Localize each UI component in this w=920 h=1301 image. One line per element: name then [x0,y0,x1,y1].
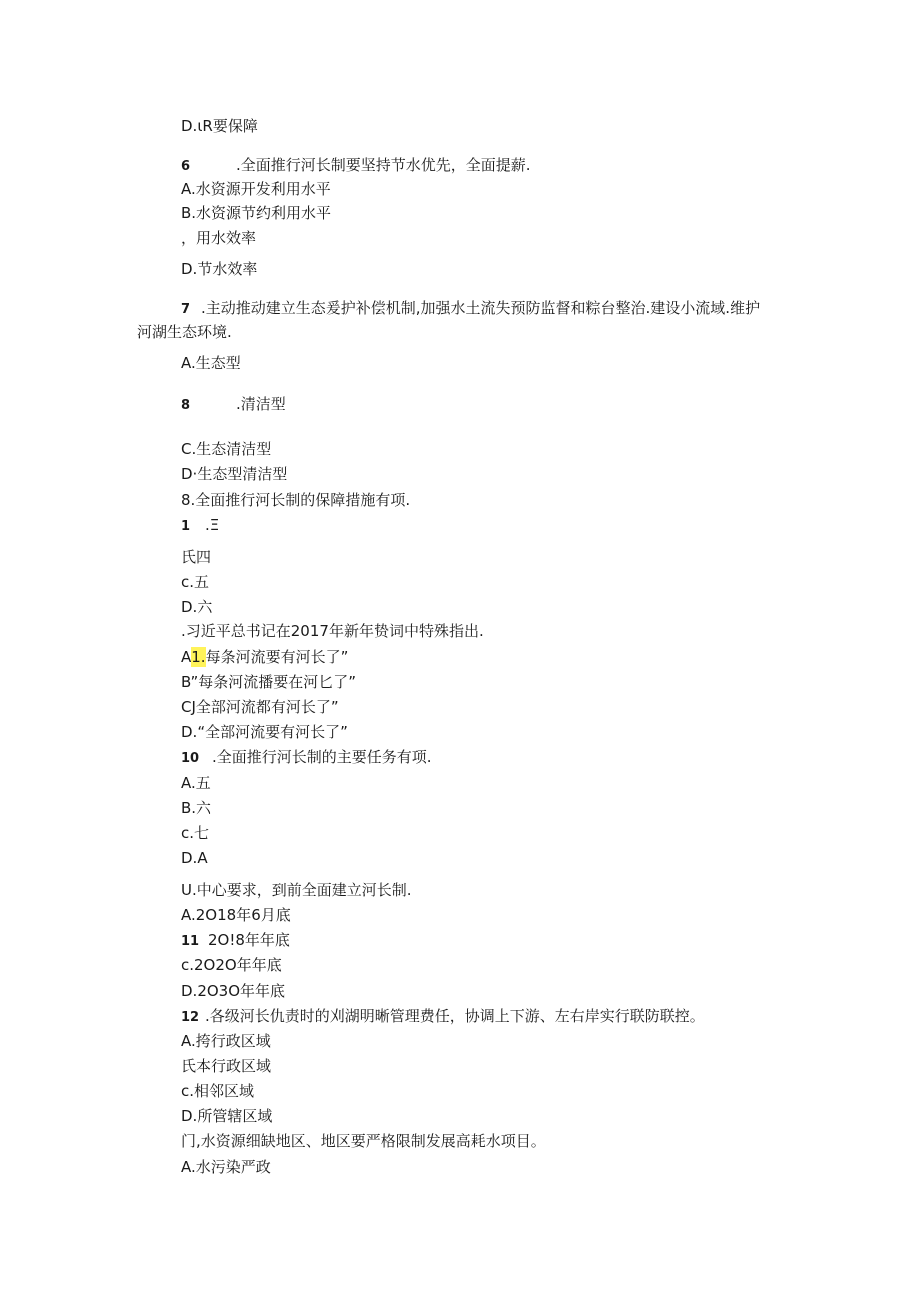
option-text: A.水资源开发利用水平 [181,180,331,198]
option-c [181,955,282,975]
option-text: D.所管辖区域 [181,1107,273,1125]
option-text: D.A [181,849,208,867]
option-b [181,798,211,818]
question-7-continued [137,322,232,342]
question-number: 6 [181,159,191,174]
option-b [181,547,211,567]
option-text: A.五 [181,774,211,792]
option-text: D.六 [181,598,213,616]
highlighted-marker: 1. [191,648,206,666]
question-text: U.中心要求，到前全面建立河长制. [181,881,412,899]
option-text: .清洁型 [236,395,286,413]
option-text: 氏本行政区域 [181,1057,272,1075]
option-text: A.挎行政区域 [181,1032,271,1050]
option-number: 8 [181,398,191,413]
question-7 [181,298,760,318]
option-text: D.2O3O年年底 [181,982,286,1000]
option-c [181,697,339,717]
option-text: ，用水效率 [181,229,257,247]
option-text: B”每条河流播要在河匕了” [181,673,357,691]
option-a [181,905,291,925]
option-text: C.生态清洁型 [181,440,272,458]
option-number: 1 [181,519,191,534]
question-text: .全面推行河长制的主要任务有项. [212,748,432,766]
question-text: .习近平总书记在2017年新年贽词中特殊指出. [181,622,484,640]
question-text: 河湖生态环境. [137,323,232,341]
option-text: A.水污染严政 [181,1158,271,1176]
option-d [181,722,348,742]
option-b [181,394,286,414]
option-text: c.相邻区域 [181,1082,255,1100]
option-text: D.节水效率 [181,260,258,278]
option-b [181,1056,271,1076]
option-a [181,1157,271,1177]
option-d [181,848,208,868]
option-text: .Ξ [205,516,220,534]
question-number: 7 [181,302,191,317]
option-d [181,597,212,617]
option-text: 每条河流要有河长了” [205,648,349,666]
question-8 [181,490,410,510]
question-12 [181,1006,705,1026]
line-text: D.ιR要保障 [181,117,258,135]
option-text: B.水资源节约利用水平 [181,204,332,222]
option-d [181,981,285,1001]
option-d [181,259,257,279]
option-text: A.2O18年6月底 [181,906,291,924]
option-d [181,1106,272,1126]
option-a [181,1031,271,1051]
question-text: .全面推行河长制要坚持节水优先，全面提薪. [236,156,531,174]
option-text: c.七 [181,824,210,842]
option-c [181,228,256,248]
option-c [181,1081,254,1101]
line-d-guarantee [181,116,258,136]
option-b [181,203,331,223]
question-number: 12 [181,1010,200,1025]
option-d [181,464,287,484]
option-number: 11 [181,934,200,949]
option-text: D.“全部河流要有河长了” [181,723,348,741]
option-b [181,672,356,692]
question-13 [181,1131,546,1151]
option-text: D·生态型清洁型 [181,465,288,483]
question-6 [181,155,531,175]
question-text: 门,水资源细缺地区、地区要严格限制发展高耗水项目。 [181,1132,546,1150]
option-text: B.六 [181,799,212,817]
option-a [181,179,331,199]
option-a [181,353,241,373]
question-text: .主动推动建立生态爰护补偿机制,加强水土流失预防监督和粽台整治.建设小流域.维护 [201,299,761,317]
option-c [181,572,209,592]
option-text: CJ全部河流都有河长了” [181,698,339,716]
question-11 [181,880,412,900]
question-text: .各级河长仇责时的刈湖明晰管理费任，协调上下游、左右岸实行联防联控。 [205,1007,705,1025]
option-text: 氏四 [181,548,212,566]
question-number: 10 [181,751,200,766]
option-a [181,647,348,667]
option-text: c.五 [181,573,210,591]
option-c [181,823,209,843]
option-a [181,515,219,535]
option-text: 2O!8年年底 [208,931,290,949]
option-text: c.2O2O年年底 [181,956,282,974]
question-text: 8.全面推行河长制的保障措施有项. [181,491,411,509]
option-a [181,773,211,793]
question-9 [181,621,484,641]
question-10 [181,747,432,767]
option-c [181,439,271,459]
option-prefix: A [181,648,192,666]
option-text: A.生态型 [181,354,241,372]
option-b [181,930,290,950]
